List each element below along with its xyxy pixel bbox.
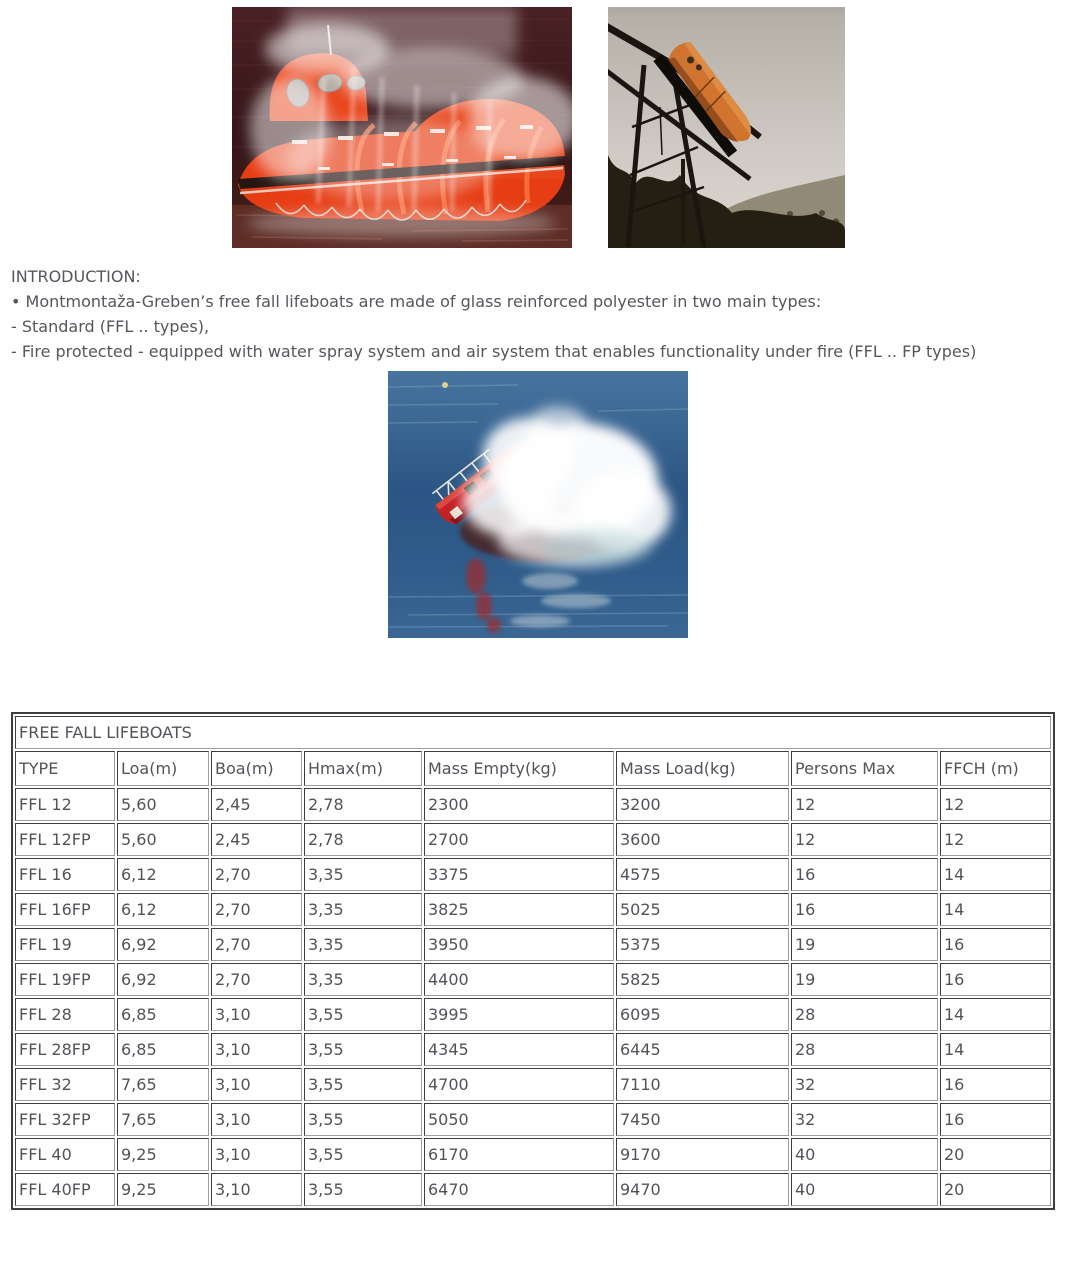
table-cell: 3,55 (304, 1068, 422, 1101)
table-cell: FFL 12FP (15, 823, 115, 856)
table-cell: 6470 (424, 1173, 614, 1206)
table-cell: 2,45 (211, 823, 302, 856)
table-cell: 12 (791, 823, 938, 856)
table-cell: 5,60 (117, 788, 209, 821)
table-cell: 40 (791, 1173, 938, 1206)
table-cell: 6445 (616, 1033, 789, 1066)
table-body (15, 716, 1051, 1206)
table-cell: 20 (940, 1138, 1051, 1171)
intro-fire-line: - Fire protected - equipped with water spray system and air system that enables functionality under fire (FFL .. FP types) (11, 342, 977, 361)
table-cell: 6,85 (117, 1033, 209, 1066)
table-row (15, 1103, 1051, 1136)
column-header: Loa(m) (117, 751, 209, 786)
table-cell: 6,92 (117, 928, 209, 961)
table-cell: 3,10 (211, 1068, 302, 1101)
table-row (15, 858, 1051, 891)
free-fall-lifeboats-table (11, 712, 1055, 1210)
table-cell: 12 (791, 788, 938, 821)
column-header: Hmax(m) (304, 751, 422, 786)
top-photo-row (0, 0, 1076, 248)
lifeboat-launch-ramp-photo (608, 7, 845, 248)
table-cell: 2,78 (304, 788, 422, 821)
table-cell: 14 (940, 858, 1051, 891)
table-cell: FFL 32FP (15, 1103, 115, 1136)
table-cell: 6170 (424, 1138, 614, 1171)
table-cell: 5025 (616, 893, 789, 926)
table-cell: 3,10 (211, 1138, 302, 1171)
lifeboat-splashdown-photo (388, 371, 688, 638)
table-cell: 16 (940, 1103, 1051, 1136)
table-cell: 9,25 (117, 1173, 209, 1206)
table-cell: 12 (940, 788, 1051, 821)
table-cell: 3,35 (304, 928, 422, 961)
table-row (15, 1033, 1051, 1066)
table-cell: 2,45 (211, 788, 302, 821)
table-cell: 3200 (616, 788, 789, 821)
table-cell: 3,55 (304, 998, 422, 1031)
column-header: Mass Load(kg) (616, 751, 789, 786)
table-cell: 9,25 (117, 1138, 209, 1171)
table-cell: 3,55 (304, 1103, 422, 1136)
table-cell: 3,10 (211, 1103, 302, 1136)
table-cell: 3,35 (304, 963, 422, 996)
table-row (15, 1173, 1051, 1206)
table-cell: 3,55 (304, 1138, 422, 1171)
table-cell: 3,35 (304, 893, 422, 926)
table-row (15, 928, 1051, 961)
table-cell: 2,70 (211, 963, 302, 996)
table-cell: 6,85 (117, 998, 209, 1031)
splashdown-photo-wrap (388, 371, 1076, 638)
table-cell: 19 (791, 963, 938, 996)
table-cell: 3825 (424, 893, 614, 926)
table-cell: 3995 (424, 998, 614, 1031)
table-title: FREE FALL LIFEBOATS (15, 716, 1051, 749)
column-header: FFCH (m) (940, 751, 1051, 786)
table-cell: 3600 (616, 823, 789, 856)
table-cell: 32 (791, 1068, 938, 1101)
table-cell: 16 (940, 1068, 1051, 1101)
table-cell: FFL 19 (15, 928, 115, 961)
table-cell: 14 (940, 998, 1051, 1031)
table-cell: 3,55 (304, 1173, 422, 1206)
table-cell: 7,65 (117, 1068, 209, 1101)
table-cell: 5,60 (117, 823, 209, 856)
table-cell: 12 (940, 823, 1051, 856)
table-cell: 6,12 (117, 893, 209, 926)
table-cell: 3,10 (211, 998, 302, 1031)
table-cell: 16 (791, 858, 938, 891)
intro-bullet-line: • Montmontaža-Greben’s free fall lifeboats are made of glass reinforced polyester in two main types: (11, 292, 822, 311)
table-cell: FFL 16 (15, 858, 115, 891)
table-cell: 7110 (616, 1068, 789, 1101)
table-cell: 9470 (616, 1173, 789, 1206)
table-cell: 19 (791, 928, 938, 961)
table-cell: 28 (791, 998, 938, 1031)
table-cell: 16 (791, 893, 938, 926)
table-cell: 5825 (616, 963, 789, 996)
table-cell: 6,12 (117, 858, 209, 891)
table-cell: 2700 (424, 823, 614, 856)
table-cell: 6,92 (117, 963, 209, 996)
table-cell: 3,35 (304, 858, 422, 891)
table-cell: FFL 28FP (15, 1033, 115, 1066)
table-cell: 7450 (616, 1103, 789, 1136)
table-title-row (15, 716, 1051, 749)
table-cell: 7,65 (117, 1103, 209, 1136)
table-row (15, 1068, 1051, 1101)
table-header-row (15, 751, 1051, 786)
table-cell: 3,55 (304, 1033, 422, 1066)
table-row (15, 1138, 1051, 1171)
table-cell: 6095 (616, 998, 789, 1031)
table-row (15, 998, 1051, 1031)
column-header: Persons Max (791, 751, 938, 786)
column-header: Boa(m) (211, 751, 302, 786)
table-cell: 5050 (424, 1103, 614, 1136)
column-header: Mass Empty(kg) (424, 751, 614, 786)
table-row (15, 788, 1051, 821)
table-cell: 2,70 (211, 928, 302, 961)
table-cell: 20 (940, 1173, 1051, 1206)
table-cell: 4575 (616, 858, 789, 891)
table-cell: 4345 (424, 1033, 614, 1066)
lifeboat-spray-photo (232, 7, 572, 248)
table-cell: 2,70 (211, 893, 302, 926)
table-cell: 3375 (424, 858, 614, 891)
table-cell: FFL 28 (15, 998, 115, 1031)
table-row (15, 823, 1051, 856)
table-cell: 32 (791, 1103, 938, 1136)
table-cell: 16 (940, 963, 1051, 996)
table-cell: FFL 40FP (15, 1173, 115, 1206)
table-cell: FFL 19FP (15, 963, 115, 996)
introduction-heading: INTRODUCTION: (11, 267, 141, 286)
intro-standard-line: - Standard (FFL .. types), (11, 317, 210, 336)
table-cell: FFL 32 (15, 1068, 115, 1101)
table-cell: 3950 (424, 928, 614, 961)
table-cell: 14 (940, 893, 1051, 926)
table-cell: 40 (791, 1138, 938, 1171)
table-cell: 16 (940, 928, 1051, 961)
table-cell: 2,78 (304, 823, 422, 856)
table-cell: 2,70 (211, 858, 302, 891)
table-cell: FFL 12 (15, 788, 115, 821)
table-cell: 2300 (424, 788, 614, 821)
introduction-section (11, 264, 1065, 364)
table-cell: FFL 16FP (15, 893, 115, 926)
table-cell: FFL 40 (15, 1138, 115, 1171)
table-row (15, 963, 1051, 996)
table-row (15, 893, 1051, 926)
table-cell: 14 (940, 1033, 1051, 1066)
table-cell: 4700 (424, 1068, 614, 1101)
table-cell: 3,10 (211, 1033, 302, 1066)
table-cell: 4400 (424, 963, 614, 996)
table-cell: 9170 (616, 1138, 789, 1171)
column-header: TYPE (15, 751, 115, 786)
table-cell: 3,10 (211, 1173, 302, 1206)
table-cell: 5375 (616, 928, 789, 961)
table-cell: 28 (791, 1033, 938, 1066)
